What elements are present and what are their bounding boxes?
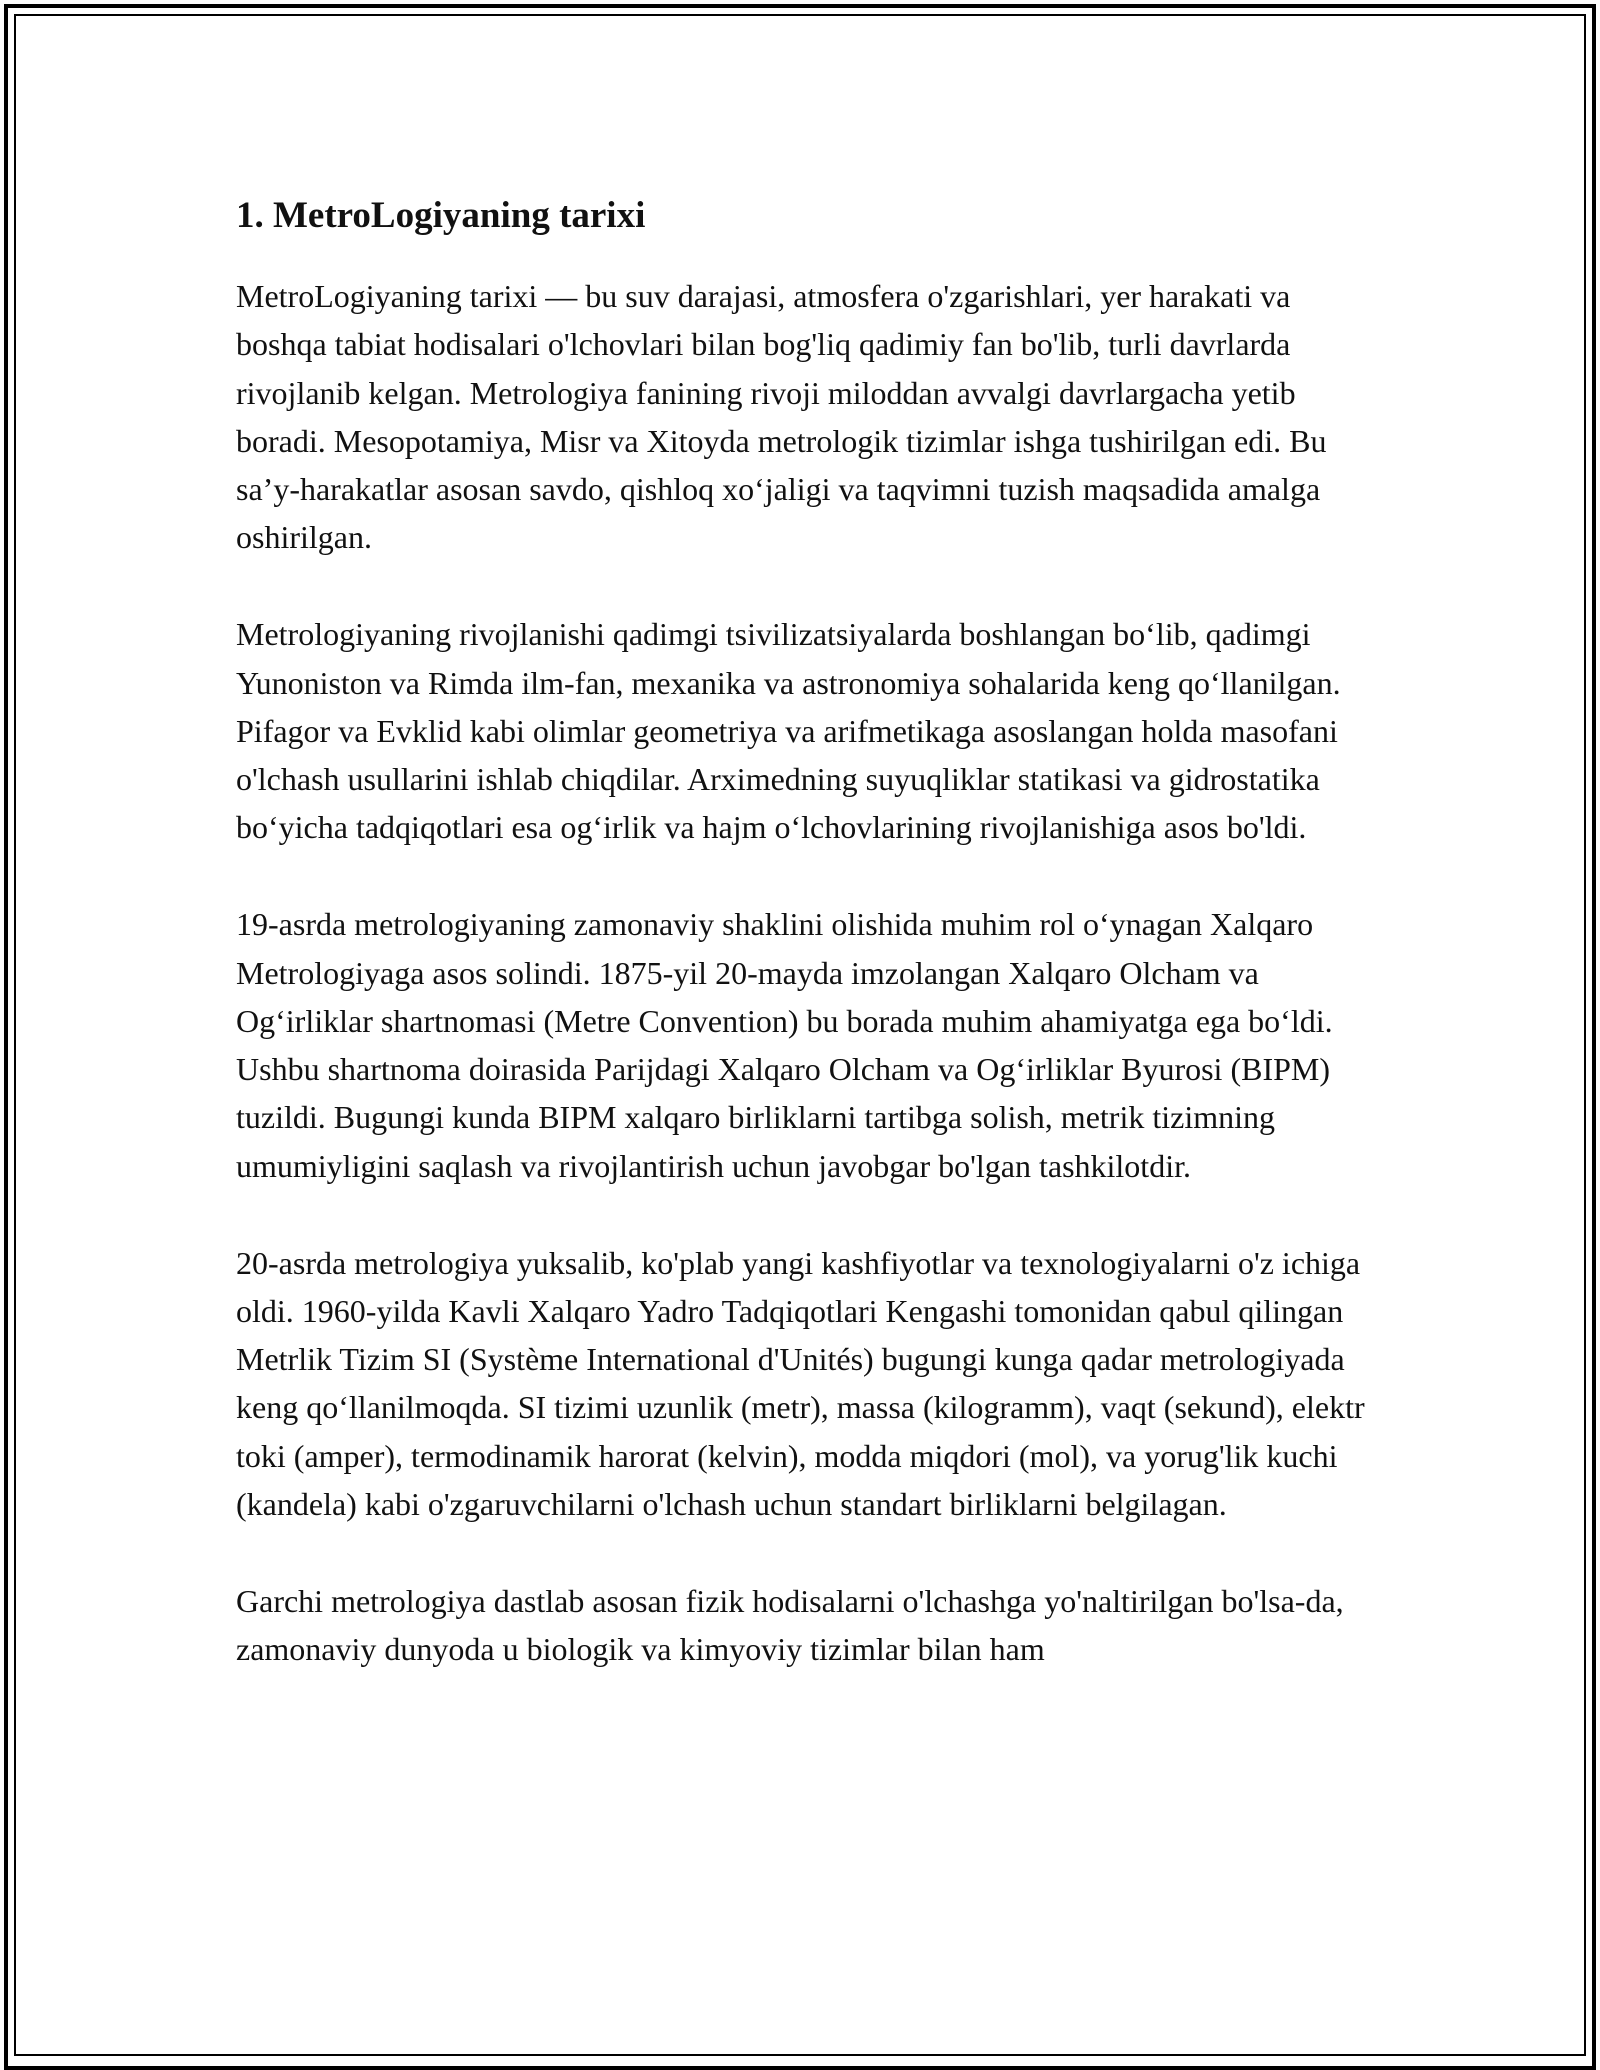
document-body xyxy=(236,188,1386,1722)
paragraph: 19-asrda metrologiyaning zamonaviy shaklini olishida muhim rol o‘ynagan Xalqaro Metrologiyaga asos solindi. 1875-yil 20-mayda imzolangan Xalqaro Olcham va Og‘irliklar shartnomasi (Metre Convention) bu borada muhim ahamiyatga ega bo‘ldi. Ushbu shartnoma doirasida Parijdagi Xalqaro Olcham va Og‘irliklar Byurosi (BIPM) tuzildi. Bugungi kunda BIPM xalqaro birliklarni tartibga solish, metrik tizimning umumiyligini saqlash va rivojlantirish uchun javobgar bo'lgan tashkilotdir. xyxy=(236,906,1333,1184)
paragraph: 20-asrda metrologiya yuksalib, ko'plab yangi kashfiyotlar va texnologiyalarni o'z ichiga oldi. 1960-yilda Kavli Xalqaro Yadro Tadqiqotlari Kengashi tomonidan qabul qilingan Metrlik Tizim SI (Système International d'Unités) bugungi kunga qadar metrologiyada keng qo‘llanilmoqda. SI tizimi uzunlik (metr), massa (kilogramm), vaqt (sekund), elektr toki (amper), termodinamik harorat (kelvin), modda miqdori (mol), va yorug'lik kuchi (kandela) kabi o'zgaruvchilarni o'lchash uchun standart birliklarni belgilagan. xyxy=(236,1244,1365,1523)
paragraph: Garchi metrologiya dastlab asosan fizik hodisalarni o'lchashga yo'naltirilgan bo'lsa-da, zamonaviy dunyoda u biologik va kimyoviy tizimlar bilan ham xyxy=(236,1582,1344,1668)
section-title: 1. MetroLogiyaning tarixi xyxy=(236,195,646,236)
paragraph: Metrologiyaning rivojlanishi qadimgi tsivilizatsiyalarda boshlangan bo‘lib, qadimgi Yunoniston va Rimda ilm-fan, mexanika va astronomiya sohalarida keng qo‘llanilgan. Pifagor va Evklid kabi olimlar geometriya va arifmetikaga asoslangan holda masofani o'lchash usullarini ishlab chiqdilar. Arximedning suyuqliklar statikasi va gidrostatika bo‘yicha tadqiqotlari esa og‘irlik va hajm o‘lchovlarining rivojlanishiga asos bo'ldi. xyxy=(236,616,1341,846)
paragraph: MetroLogiyaning tarixi — bu suv darajasi, atmosfera o'zgarishlari, yer harakati va boshqa tabiat hodisalari o'lchovlari bilan bog'liq qadimiy fan bo'lib, turli davrlarda rivojlanib kelgan. Metrologiya fanining rivoji miloddan avvalgi davrlargacha yetib boradi. Mesopotamiya, Misr va Xitoyda metrologik tizimlar ishga tushirilgan edi. Bu sa’y-harakatlar asosan savdo, qishloq xo‘jaligi va taqvimni tuzish maqsadida amalga oshirilgan. xyxy=(236,278,1327,556)
